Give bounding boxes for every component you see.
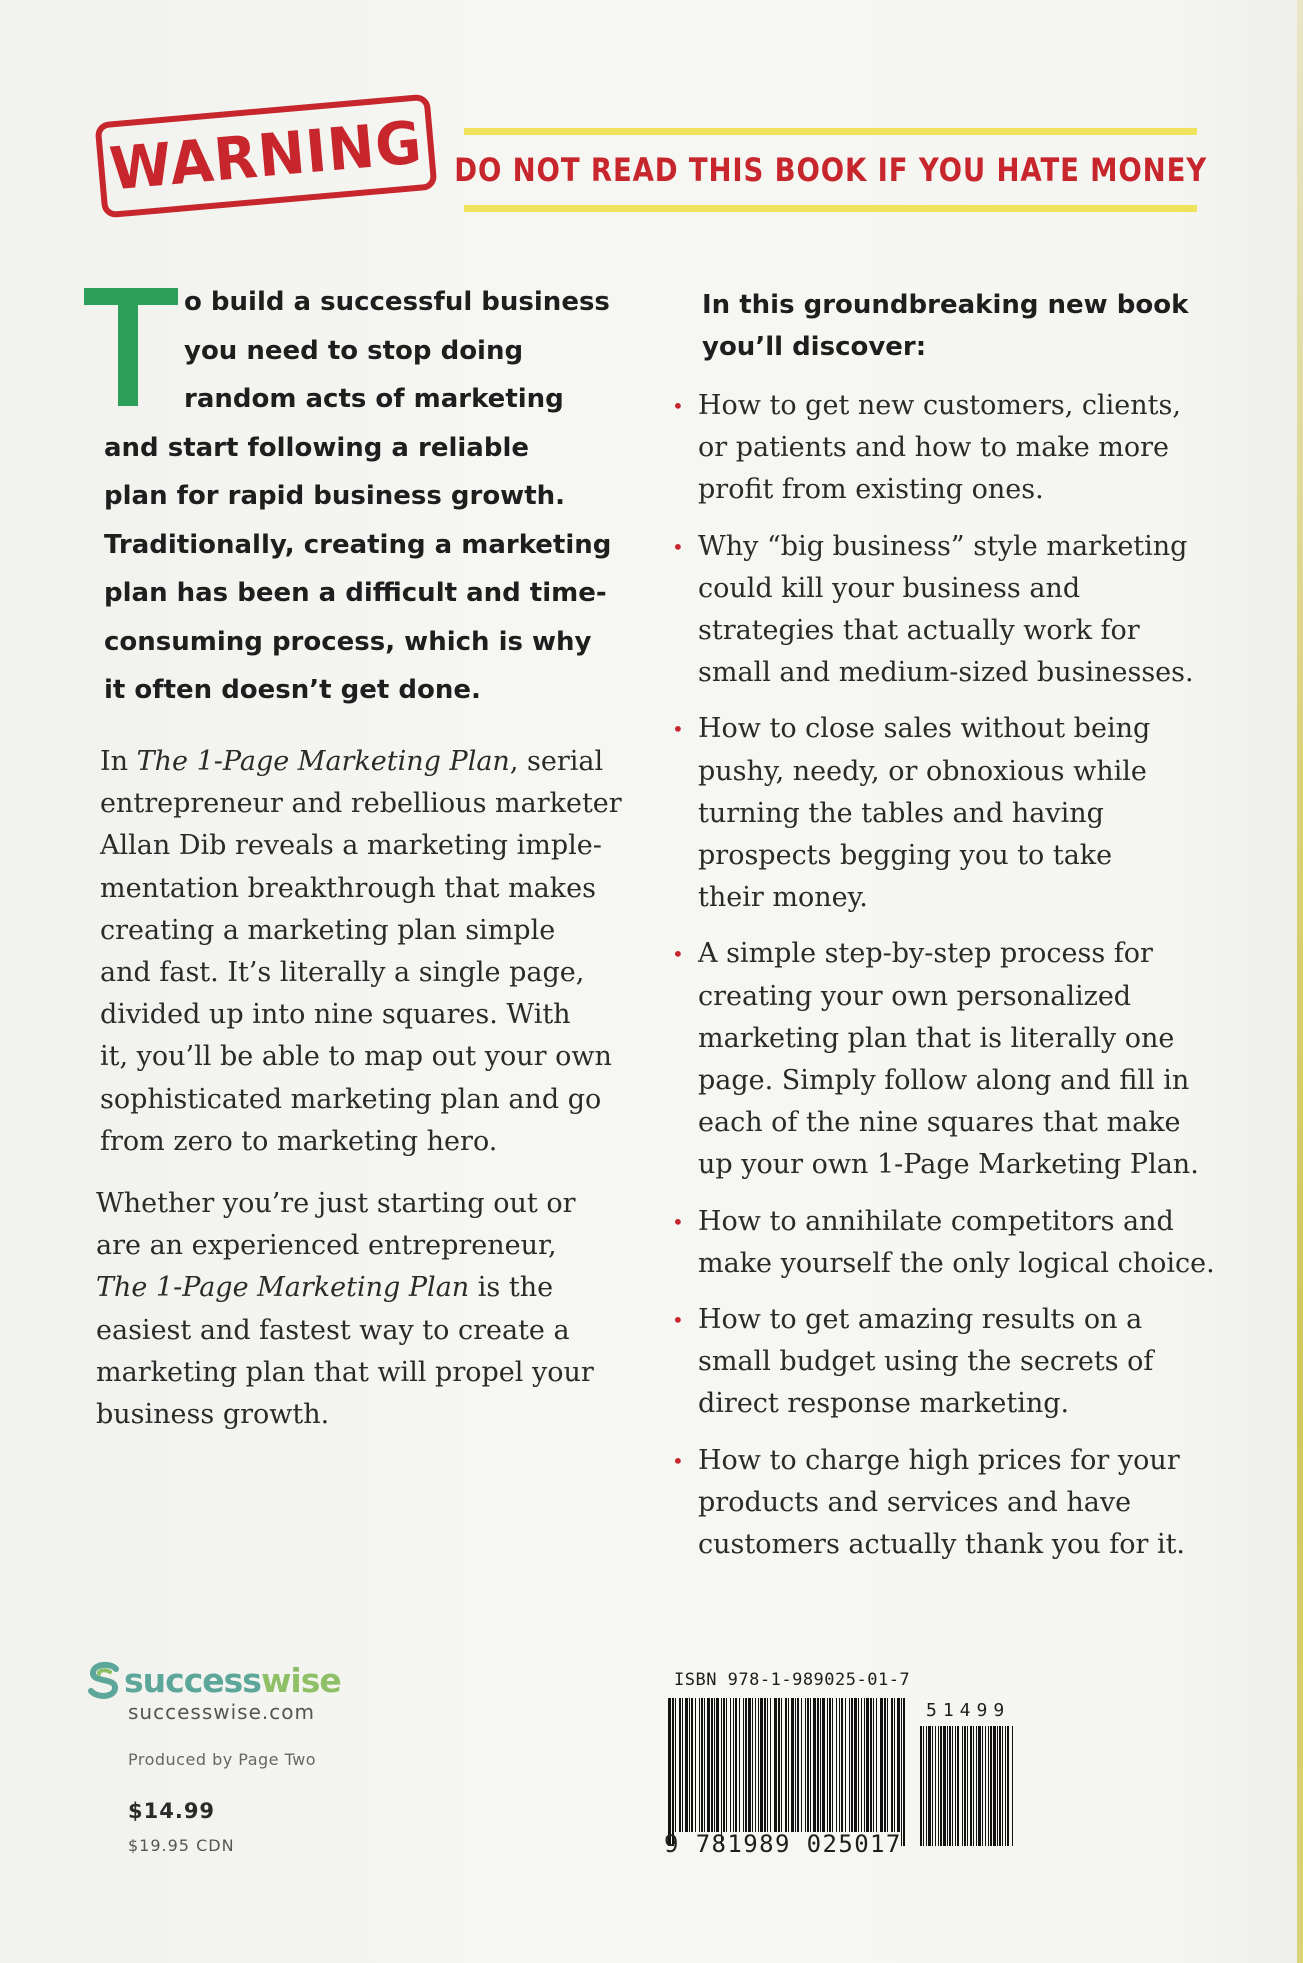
barcode-bar (672, 1698, 674, 1846)
barcode-bar (679, 1698, 681, 1832)
barcode-bar (701, 1698, 703, 1832)
description-line: marketing plan that will propel your (96, 1356, 594, 1388)
barcode-bar (704, 1698, 705, 1832)
barcode-bar (685, 1698, 688, 1832)
cover-edge (1297, 0, 1303, 1963)
addon-barcode-bar (1002, 1726, 1003, 1846)
addon-barcode-bar (923, 1726, 924, 1846)
barcode-bar (788, 1698, 789, 1832)
discover-bullet-line: How to get amazing results on a (698, 1304, 1143, 1336)
barcode-bar (689, 1698, 690, 1832)
barcode-bar (675, 1698, 676, 1832)
intro-line: plan has been a difficult and time- (104, 578, 607, 608)
intro-line: o build a successful business (184, 287, 610, 317)
barcode-bar (791, 1698, 794, 1832)
description-in: In (100, 746, 137, 777)
barcode-bar (721, 1698, 722, 1846)
addon-barcode-bar (978, 1726, 981, 1846)
discover-bullet-line: Why “big business” style marketing (698, 530, 1188, 562)
bullet-dot-icon: • (672, 534, 684, 559)
barcode-bar (748, 1698, 751, 1832)
barcode-bar (767, 1698, 768, 1832)
addon-barcode-bar (947, 1726, 948, 1846)
barcode-bar (805, 1698, 806, 1832)
barcode-digits: 9 781989 025017 (664, 1830, 902, 1858)
barcode-bar (735, 1698, 737, 1832)
barcode-bar (797, 1698, 799, 1832)
barcode-bar (770, 1698, 771, 1832)
barcode-bar (851, 1698, 853, 1832)
barcode-bar (781, 1698, 782, 1832)
barcode-bar (752, 1698, 753, 1832)
barcode-bar (870, 1698, 872, 1832)
addon-barcode-bar (993, 1726, 996, 1846)
discover-list (668, 385, 1228, 1566)
barcode-bar (711, 1698, 713, 1832)
discover-bullet-line: page. Simply follow along and fill in (698, 1065, 1190, 1097)
isbn-barcode (664, 1670, 1034, 1870)
addon-barcode-bar (949, 1726, 951, 1846)
addon-barcode-bar (999, 1726, 1001, 1846)
discover-bullet (668, 1440, 1228, 1567)
publisher-brand-name (124, 1661, 341, 1700)
addon-barcode-bar (962, 1726, 963, 1846)
barcode-bar (832, 1698, 833, 1832)
description-line (96, 1267, 616, 1309)
addon-barcode-bar (1007, 1726, 1009, 1846)
addon-barcode-bar (985, 1726, 986, 1846)
barcode-bar (822, 1698, 825, 1832)
barcode-bar (778, 1698, 780, 1832)
description-line: easiest and fastest way to create a (96, 1314, 570, 1346)
intro-line: it often doesn’t get done. (104, 675, 481, 705)
barcode-bar (743, 1698, 744, 1832)
intro-line: Traditionally, creating a marketing (104, 529, 612, 560)
barcode-bar (903, 1698, 905, 1846)
warning-headline-bar (454, 128, 1207, 212)
description-line: it, you’ll be able to map out your own (100, 1041, 612, 1073)
discover-bullet-line: make yourself the only logical choice. (698, 1247, 1215, 1279)
discover-bullet (668, 933, 1228, 1186)
description-line: are an experienced entrepreneur, (96, 1230, 557, 1262)
discover-bullet (668, 526, 1228, 695)
barcode-bar (827, 1698, 828, 1832)
barcode-bar (695, 1698, 696, 1832)
discover-bullet-line: A simple step-by-step process for (698, 938, 1153, 970)
publisher-url: successwise.com (128, 1700, 315, 1724)
barcode-bar (884, 1698, 886, 1832)
description-line: mentation breakthrough that makes (100, 872, 596, 904)
intro-line: consuming process, which is why (104, 626, 592, 657)
barcode-bar (801, 1698, 802, 1832)
barcode-bar (810, 1698, 811, 1832)
description-paragraph-1 (100, 741, 620, 1163)
discover-bullet-line: each of the nine squares that make (698, 1107, 1181, 1139)
description-line: divided up into nine squares. With (100, 999, 571, 1031)
description-paragraph-2 (96, 1183, 616, 1436)
discover-bullet-line: creating your own personalized (698, 980, 1132, 1012)
discover-bullet (668, 1299, 1228, 1426)
barcode-bar (795, 1698, 796, 1832)
addon-barcode-bar (970, 1726, 972, 1846)
discover-bullet-line: How to get new customers, clients, (698, 390, 1181, 421)
bullet-dot-icon: • (672, 942, 684, 967)
discover-bullet-line: small and medium-sized businesses. (698, 657, 1194, 689)
addon-barcode-bar (964, 1726, 966, 1846)
brand-part-1: success (124, 1660, 261, 1700)
description-line: Whether you’re just starting out or (96, 1188, 576, 1219)
addon-barcode-bar (955, 1726, 956, 1846)
barcode-bar (858, 1698, 859, 1832)
intro-paragraph (104, 278, 624, 715)
discover-heading-line: In this groundbreaking new book (702, 290, 1189, 320)
addon-barcode-bar (935, 1726, 936, 1846)
intro-line: you need to stop doing (184, 335, 524, 366)
description-line: entrepreneur and rebellious marketer (100, 788, 622, 820)
barcode-bar (887, 1698, 888, 1832)
barcode-bar (897, 1698, 900, 1832)
description-line: business growth. (96, 1399, 330, 1431)
barcode-bar (817, 1698, 819, 1832)
description-rest: , serial (509, 746, 604, 777)
barcode-bar (739, 1698, 740, 1832)
description-line: Allan Dib reveals a marketing imple- (100, 830, 602, 862)
addon-barcode-bar (928, 1726, 931, 1846)
intro-line: plan for rapid business growth. (104, 481, 566, 511)
barcode-bar (873, 1698, 874, 1832)
barcode-bar (891, 1698, 893, 1832)
discover-bullet (668, 385, 1228, 512)
description-line (100, 741, 620, 783)
barcode-bar (707, 1698, 710, 1832)
addon-barcode-bar (1005, 1726, 1006, 1846)
barcode-bar (813, 1698, 816, 1832)
intro-line: and start following a reliable (104, 432, 530, 463)
barcode-bar (730, 1698, 731, 1832)
addon-barcode-bar (938, 1726, 939, 1846)
addon-barcode-bar (976, 1726, 977, 1846)
book-title: The 1-Page Marketing Plan (96, 1272, 470, 1304)
barcode-bar (854, 1698, 857, 1832)
barcode-bar (755, 1698, 756, 1832)
discover-heading (702, 284, 1222, 368)
barcode-bar (764, 1698, 766, 1832)
bullet-dot-icon: • (672, 717, 684, 742)
price-addon-digits: 51499 (926, 1700, 1011, 1721)
discover-heading-line: you’ll discover: (702, 332, 927, 362)
addon-barcode-bar (982, 1726, 983, 1846)
intro-line: random acts of marketing (184, 384, 564, 414)
discover-bullet (668, 1201, 1228, 1285)
barcode-bar (733, 1698, 734, 1832)
barcode-bar (839, 1698, 840, 1832)
addon-barcode-bar (990, 1726, 992, 1846)
addon-barcode-bar (1012, 1726, 1013, 1846)
bullet-dot-icon: • (672, 1448, 684, 1473)
barcode-bar (699, 1698, 700, 1832)
addon-barcode-bar (943, 1726, 946, 1846)
bullet-dot-icon: • (672, 1308, 684, 1333)
addon-barcode-bar (973, 1726, 974, 1846)
barcode-bar (845, 1698, 846, 1832)
barcode-bar (716, 1698, 719, 1832)
brand-part-2: wise (260, 1660, 341, 1700)
barcode-bars (664, 1696, 1034, 1902)
barcode-bar (864, 1698, 865, 1832)
bullet-dot-icon: • (672, 394, 684, 418)
isbn-label: ISBN 978-1-989025-01-7 (674, 1670, 911, 1690)
discover-bullet-line: customers actually thank you for it. (698, 1529, 1186, 1561)
discover-bullet-line: products and services and have (698, 1486, 1132, 1518)
barcode-bar (758, 1698, 759, 1832)
barcode-bar (691, 1698, 693, 1832)
barcode-bar (876, 1698, 877, 1832)
barcode-bar (807, 1698, 809, 1832)
barcode-bar (901, 1698, 902, 1846)
price-us: $14.99 (128, 1799, 216, 1823)
description-line: sophisticated marketing plan and go (100, 1083, 602, 1115)
discover-bullet-line: pushy, needy, or obnoxious while (698, 755, 1147, 787)
discover-bullet-line: their money. (698, 882, 868, 914)
barcode-bar (829, 1698, 831, 1832)
discover-bullet-line: marketing plan that is literally one (698, 1022, 1175, 1054)
barcode-bar (760, 1698, 763, 1832)
discover-bullet-line: up your own 1-Page Marketing Plan. (698, 1149, 1199, 1181)
discover-bullet-line: How to annihilate competitors and (698, 1205, 1174, 1237)
discover-bullet-line: direct response marketing. (698, 1388, 1070, 1420)
addon-barcode-bar (920, 1726, 922, 1846)
barcode-bar (866, 1698, 869, 1832)
barcode-bar (836, 1698, 837, 1832)
producer-credit: Produced by Page Two (128, 1750, 317, 1769)
warning-stamp-label: WARNING (106, 108, 426, 204)
barcode-bar (785, 1698, 787, 1832)
addon-barcode-bar (988, 1726, 989, 1846)
bullet-dot-icon: • (672, 1209, 684, 1234)
discover-bullet-line: small budget using the secrets of (698, 1346, 1154, 1378)
discover-bullet-line: How to close sales without being (698, 713, 1151, 745)
discover-bullet-line: How to charge high prices for your (698, 1444, 1180, 1476)
discover-bullet-line: strategies that actually work for (698, 615, 1140, 647)
book-title: The 1-Page Marketing Plan (136, 746, 510, 777)
barcode-bar (841, 1698, 843, 1832)
barcode-bar (745, 1698, 747, 1832)
discover-bullet-line: profit from existing ones. (698, 474, 1044, 506)
warning-headline: DO NOT READ THIS BOOK IF YOU HATE MONEY (454, 151, 1207, 189)
addon-barcode-bar (940, 1726, 942, 1846)
addon-barcode-bar (967, 1726, 968, 1846)
barcode-bar (820, 1698, 821, 1832)
discover-bullet (668, 708, 1228, 919)
discover-bullet-line: or patients and how to make more (698, 432, 1170, 464)
addon-barcode-bar (952, 1726, 953, 1846)
barcode-bar (714, 1698, 715, 1832)
barcode-bar (723, 1698, 725, 1832)
description-rest: is the (469, 1272, 554, 1304)
discover-bullet-line: could kill your business and (698, 572, 1081, 604)
addon-barcode-bar (926, 1726, 927, 1846)
barcode-bar (668, 1698, 671, 1846)
description-line: from zero to marketing hero. (100, 1125, 498, 1157)
price-cdn: $19.95 CDN (128, 1836, 235, 1855)
barcode-bar (861, 1698, 862, 1832)
barcode-bar (849, 1698, 850, 1832)
addon-barcode-bar (957, 1726, 959, 1846)
discover-bullet-line: prospects begging you to take (698, 840, 1113, 872)
barcode-bar (774, 1698, 777, 1832)
description-line: creating a marketing plan simple (100, 914, 556, 946)
addon-barcode-bar (997, 1726, 998, 1846)
successwise-logo-icon (86, 1660, 122, 1700)
barcode-bar (682, 1698, 683, 1832)
publisher-logo (86, 1660, 341, 1700)
barcode-bar (894, 1698, 895, 1832)
addon-barcode-bar (932, 1726, 933, 1846)
description-line: and fast. It’s literally a single page, (100, 957, 585, 989)
discover-bullet-line: turning the tables and having (698, 797, 1104, 829)
barcode-bar (726, 1698, 727, 1832)
barcode-bar (880, 1698, 883, 1832)
